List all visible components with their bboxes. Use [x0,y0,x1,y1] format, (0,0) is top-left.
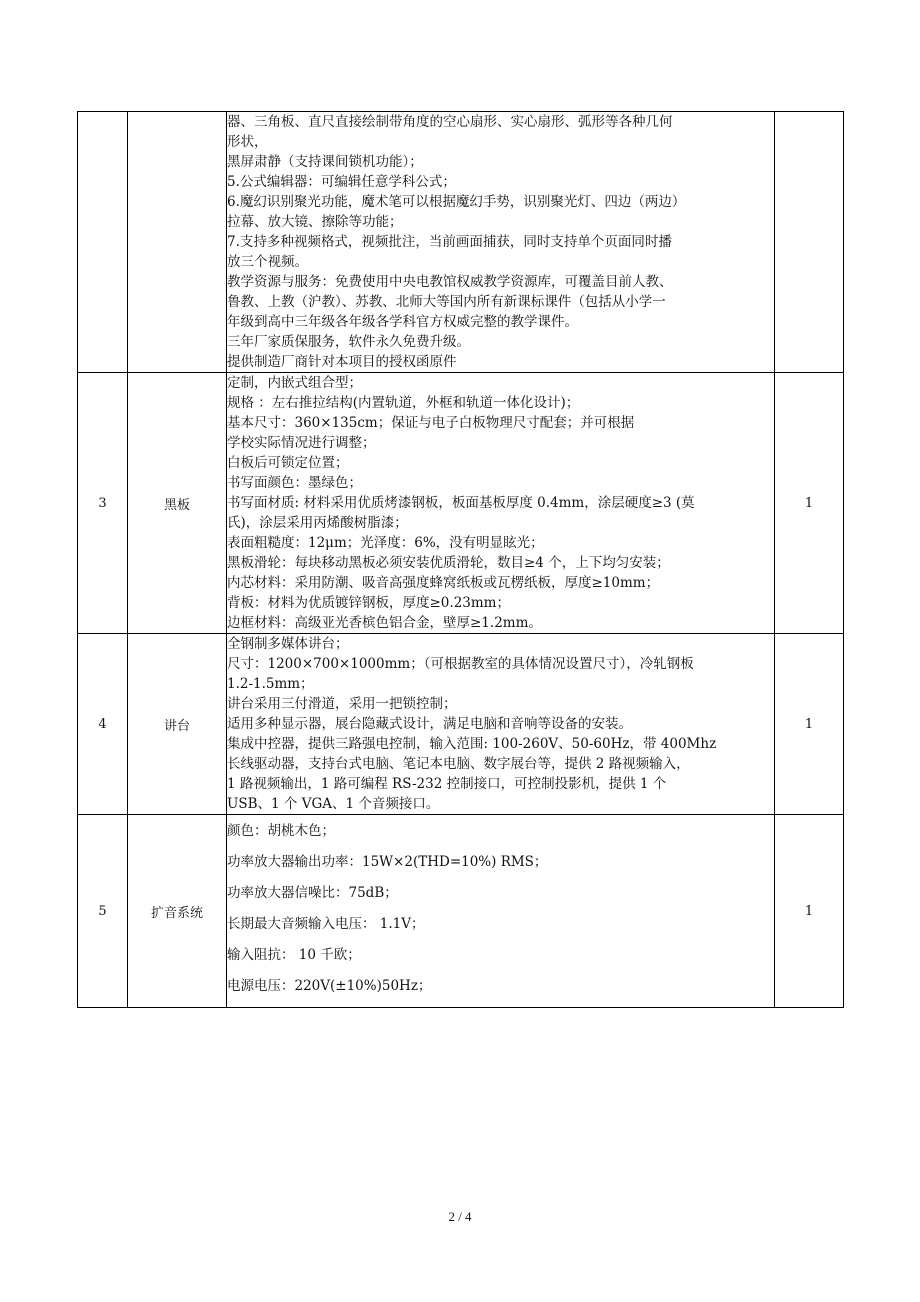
description-line: 基本尺寸：360×135cm；保证与电子白板物理尺寸配套；并可根据 [227,415,635,431]
description-line: 长期最大音频输入电压： 1.1V； [227,916,425,932]
item-description [227,634,775,815]
description-line: 表面粗糙度：12μm；光泽度：6%，没有明显眩光； [227,535,544,551]
description-line: 规格 ：左右推拉结构(内置轨道，外框和轨道一体化设计)； [227,395,580,411]
description-line: 5.公式编辑器：可编辑任意学科公式； [227,174,456,190]
description-line: 6.魔幻识别聚光功能，魔术笔可以根据魔幻手势，识别聚光灯、四边（两边） [227,194,686,210]
spec-table [77,111,844,1008]
item-quantity: 1 [775,634,844,815]
description-line: 提供制造厂商针对本项目的授权函原件 [227,354,457,370]
table-row [78,373,844,634]
description-line: 功率放大器信噪比：75dB； [227,885,398,901]
description-line: 书写面颜色：墨绿色； [227,475,362,491]
row-number [78,112,128,373]
table-row [78,112,844,373]
description-line: 1.2-1.5mm； [227,676,314,692]
row-number: 5 [78,815,128,1008]
description-line: 尺寸：1200×700×1000mm；（可根据教室的具体情况设置尺寸），冷轧钢板 [227,656,694,672]
item-name: 讲台 [128,634,227,815]
row-number: 4 [78,634,128,815]
description-line: USB、1 个 VGA、1 个音频接口。 [227,796,440,812]
description-line: 定制，内嵌式组合型； [227,375,362,391]
item-quantity [775,112,844,373]
description-line: 黑板滑轮：每块移动黑板必须安装优质滑轮，数目≥4 个，上下均匀安装； [227,555,670,571]
description-line: 功率放大器输出功率：15W×2(THD=10%) RMS； [227,854,548,870]
item-name: 扩音系统 [128,815,227,1008]
description-line: 教学资源与服务：免费使用中央电教馆权威教学资源库，可覆盖目前人教、 [227,274,673,290]
item-name [128,112,227,373]
description-line: 鲁教、上教（沪教）、苏教、北师大等国内所有新课标课件（包括从小学一 [227,294,666,310]
description-line: 三年厂家质保服务，软件永久免费升级。 [227,334,470,350]
description-line: 书写面材质: 材料采用优质烤漆钢板，板面基板厚度 0.4mm，涂层硬度≥3 (莫 [227,495,695,511]
description-line: 学校实际情况进行调整； [227,435,376,451]
description-line: 黑屏肃静（支持课间锁机功能）； [227,154,423,170]
description-line: 放三个视频。 [227,254,308,270]
description-line: 输入阻抗： 10 千欧； [227,947,361,963]
description-line: 集成中控器，提供三路强电控制，输入范围: 100-260V、50-60Hz，带 400Mhz [227,736,717,752]
item-description [227,373,775,634]
description-line: 适用多种显示器，展台隐藏式设计，满足电脑和音响等设备的安装。 [227,716,632,732]
description-line: 7.支持多种视频格式，视频批注，当前画面捕获，同时支持单个页面同时播 [227,234,672,250]
item-name: 黑板 [128,373,227,634]
item-description [227,112,775,373]
description-line: 器、三角板、直尺直接绘制带角度的空心扇形、实心扇形、弧形等各种几何 [227,114,673,130]
description-line: 讲台采用三付滑道，采用一把锁控制； [227,696,457,712]
description-line: 边框材料：高级亚光香槟色铝合金，壁厚≥1.2mm。 [227,615,542,631]
description-line: 白板后可锁定位置； [227,455,349,471]
description-line: 拉幕、放大镜、擦除等功能； [227,214,403,230]
item-description [227,815,775,1008]
page-number: 2 / 4 [448,1209,472,1224]
description-line: 1 路视频输出，1 路可编程 RS-232 控制接口，可控制投影机，提供 1 个 [227,776,667,792]
table-row [78,634,844,815]
row-number: 3 [78,373,128,634]
description-line: 年级到高中三年级各年级各学科官方权威完整的教学课件。 [227,314,578,330]
table-row [78,815,844,1008]
description-line: 全钢制多媒体讲台； [227,636,349,652]
description-line: 内芯材料：采用防潮、吸音高强度蜂窝纸板或瓦楞纸板，厚度≥10mm； [227,575,660,591]
description-line: 颜色：胡桃木色； [227,823,335,839]
item-quantity: 1 [775,815,844,1008]
item-quantity: 1 [775,373,844,634]
description-line: 长线驱动器，支持台式电脑、笔记本电脑、数字展台等，提供 2 路视频输入， [227,756,690,772]
description-line: 背板：材料为优质镀锌钢板，厚度≥0.23mm； [227,595,510,611]
description-line: 形状， [227,134,268,150]
description-line: 氏)，涂层采用丙烯酸树脂漆； [227,515,408,531]
description-line: 电源电压：220V(±10%)50Hz； [227,978,432,994]
